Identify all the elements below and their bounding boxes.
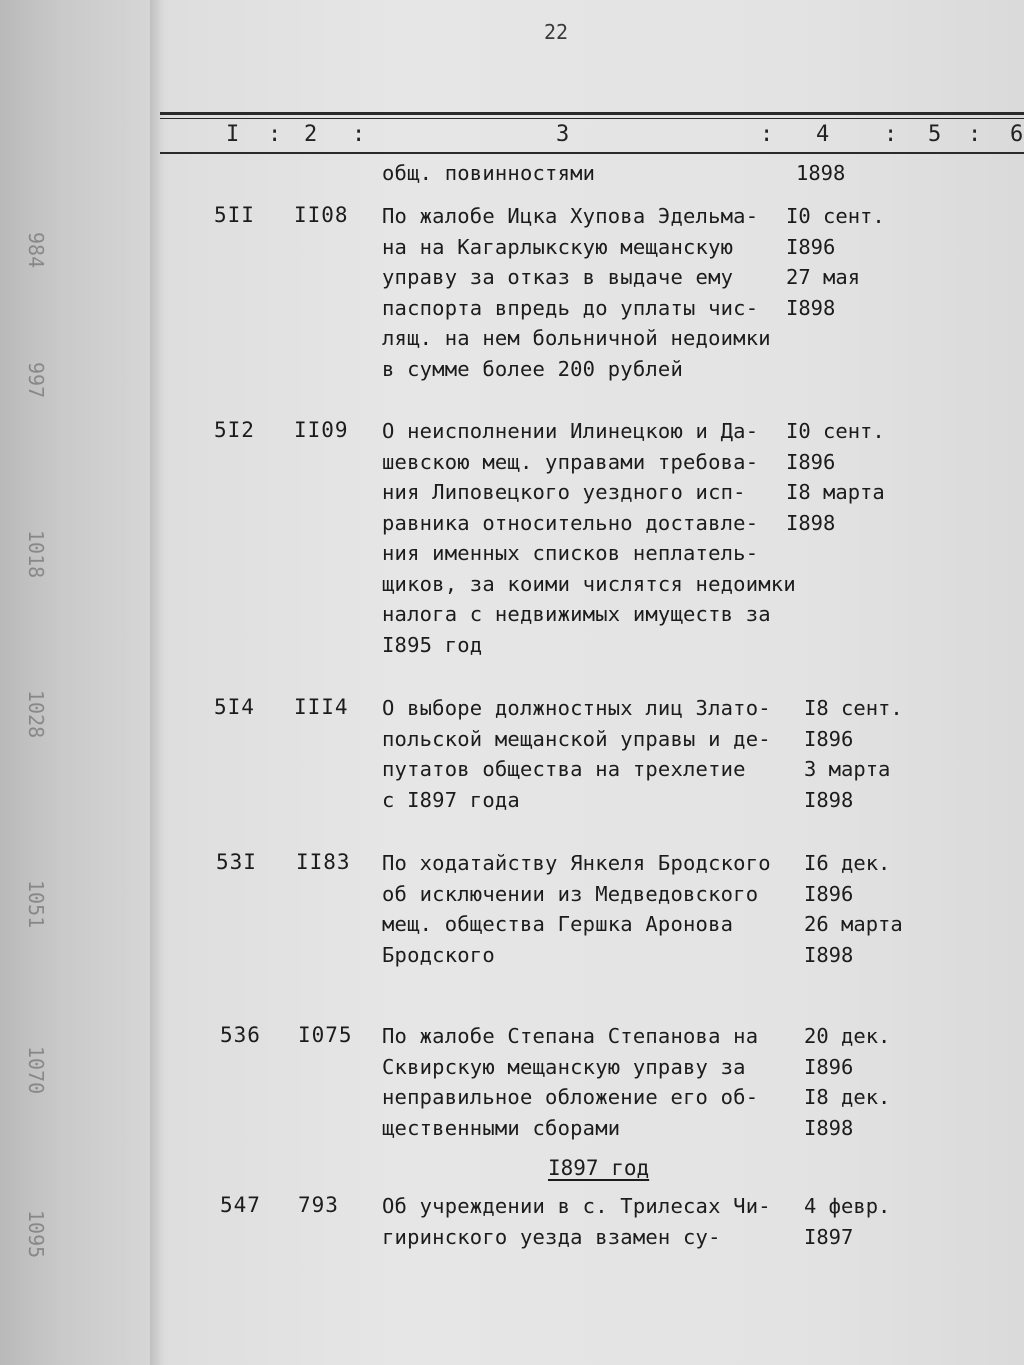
bleed-through-number: 1095 [24, 1210, 48, 1259]
entry-dates: I0 сент. I896 27 мая I898 [786, 204, 885, 320]
continuation-description: общ. повинностями [382, 161, 596, 185]
entry-number: 536 [220, 1023, 261, 1047]
case-number: I075 [298, 1023, 353, 1047]
bleed-through-number: 997 [24, 362, 48, 399]
entry-number: 5I2 [214, 418, 255, 442]
year-heading: I897 год [548, 1156, 650, 1180]
entry-description: По ходатайству Янкеля Бродского об исключении из Медведовского мещ. общества Гершка Аронова Бродского [382, 851, 771, 967]
entry-dates: 4 февр. I897 [804, 1194, 891, 1249]
column-separator: : [352, 122, 366, 147]
bleed-through-number: 984 [24, 232, 48, 269]
header-rule-top [160, 112, 1024, 115]
entry-description: Об учреждении в с. Трилесах Чи- гиринского уезда взамен су- [382, 1194, 771, 1249]
entry-number: 547 [220, 1193, 261, 1217]
bleed-through-number: 1018 [24, 530, 48, 579]
bleed-through-number: 1051 [24, 880, 48, 929]
column-separator: : [268, 122, 282, 147]
case-number: 793 [298, 1193, 339, 1217]
entry-description: По жалобе Степана Степанова на Сквирскую мещанскую управу за неправильное обложение его об- щественными сборами [382, 1024, 759, 1140]
entry-dates: I8 сент. I896 3 марта I898 [804, 696, 903, 812]
bleed-through-number: 1070 [24, 1046, 48, 1095]
case-number: III4 [294, 695, 349, 719]
column-header-2: 2 [304, 122, 318, 147]
column-header-5: 5 [928, 122, 942, 147]
entry-number: 5I4 [214, 695, 255, 719]
entry-number: 5II [214, 203, 255, 227]
entry-dates: I6 дек. I896 26 марта I898 [804, 851, 903, 967]
case-number: II08 [294, 203, 349, 227]
header-rule-top-thin [160, 118, 1024, 119]
column-header-6: 6 [1010, 122, 1024, 147]
entry-description: О выборе должностных лиц Злато- польской мещанской управы и де- путатов общества на трехлетие с I897 года [382, 696, 771, 812]
entry-description: О неисполнении Илинецкою и Да- шевскою мещ. управами требова- ния Липовецкого уездного исп- равника относительно доставле- ния именных списков неплатель- щиков, за коими числятся недоимки налога с недвижимых имуществ за I895 год [382, 419, 796, 657]
column-header-4: 4 [816, 122, 830, 147]
bleed-through-number: 1028 [24, 690, 48, 739]
entry-description: По жалобе Ицка Хупова Эдельма- на на Кагарлыкскую мещанскую управу за отказ в выдаче ему паспорта впредь до уплаты чис- лящ. на нем больничной недоимки в сумме более 200 рублей [382, 204, 771, 381]
case-number: II83 [296, 850, 351, 874]
column-separator: : [884, 122, 898, 147]
column-separator: : [968, 122, 982, 147]
binding-shadow [150, 0, 164, 1365]
column-header-1: I [226, 122, 240, 147]
header-rule-bottom [160, 152, 1024, 154]
entry-number: 53I [216, 850, 257, 874]
column-header-3: 3 [556, 122, 570, 147]
page-number: 22 [544, 20, 569, 44]
continuation-dates: 1898 [796, 161, 846, 185]
entry-dates: I0 сент. I896 I8 марта I898 [786, 419, 885, 535]
case-number: II09 [294, 418, 349, 442]
entry-dates: 20 дек. I896 I8 дек. I898 [804, 1024, 891, 1140]
column-separator: : [760, 122, 774, 147]
